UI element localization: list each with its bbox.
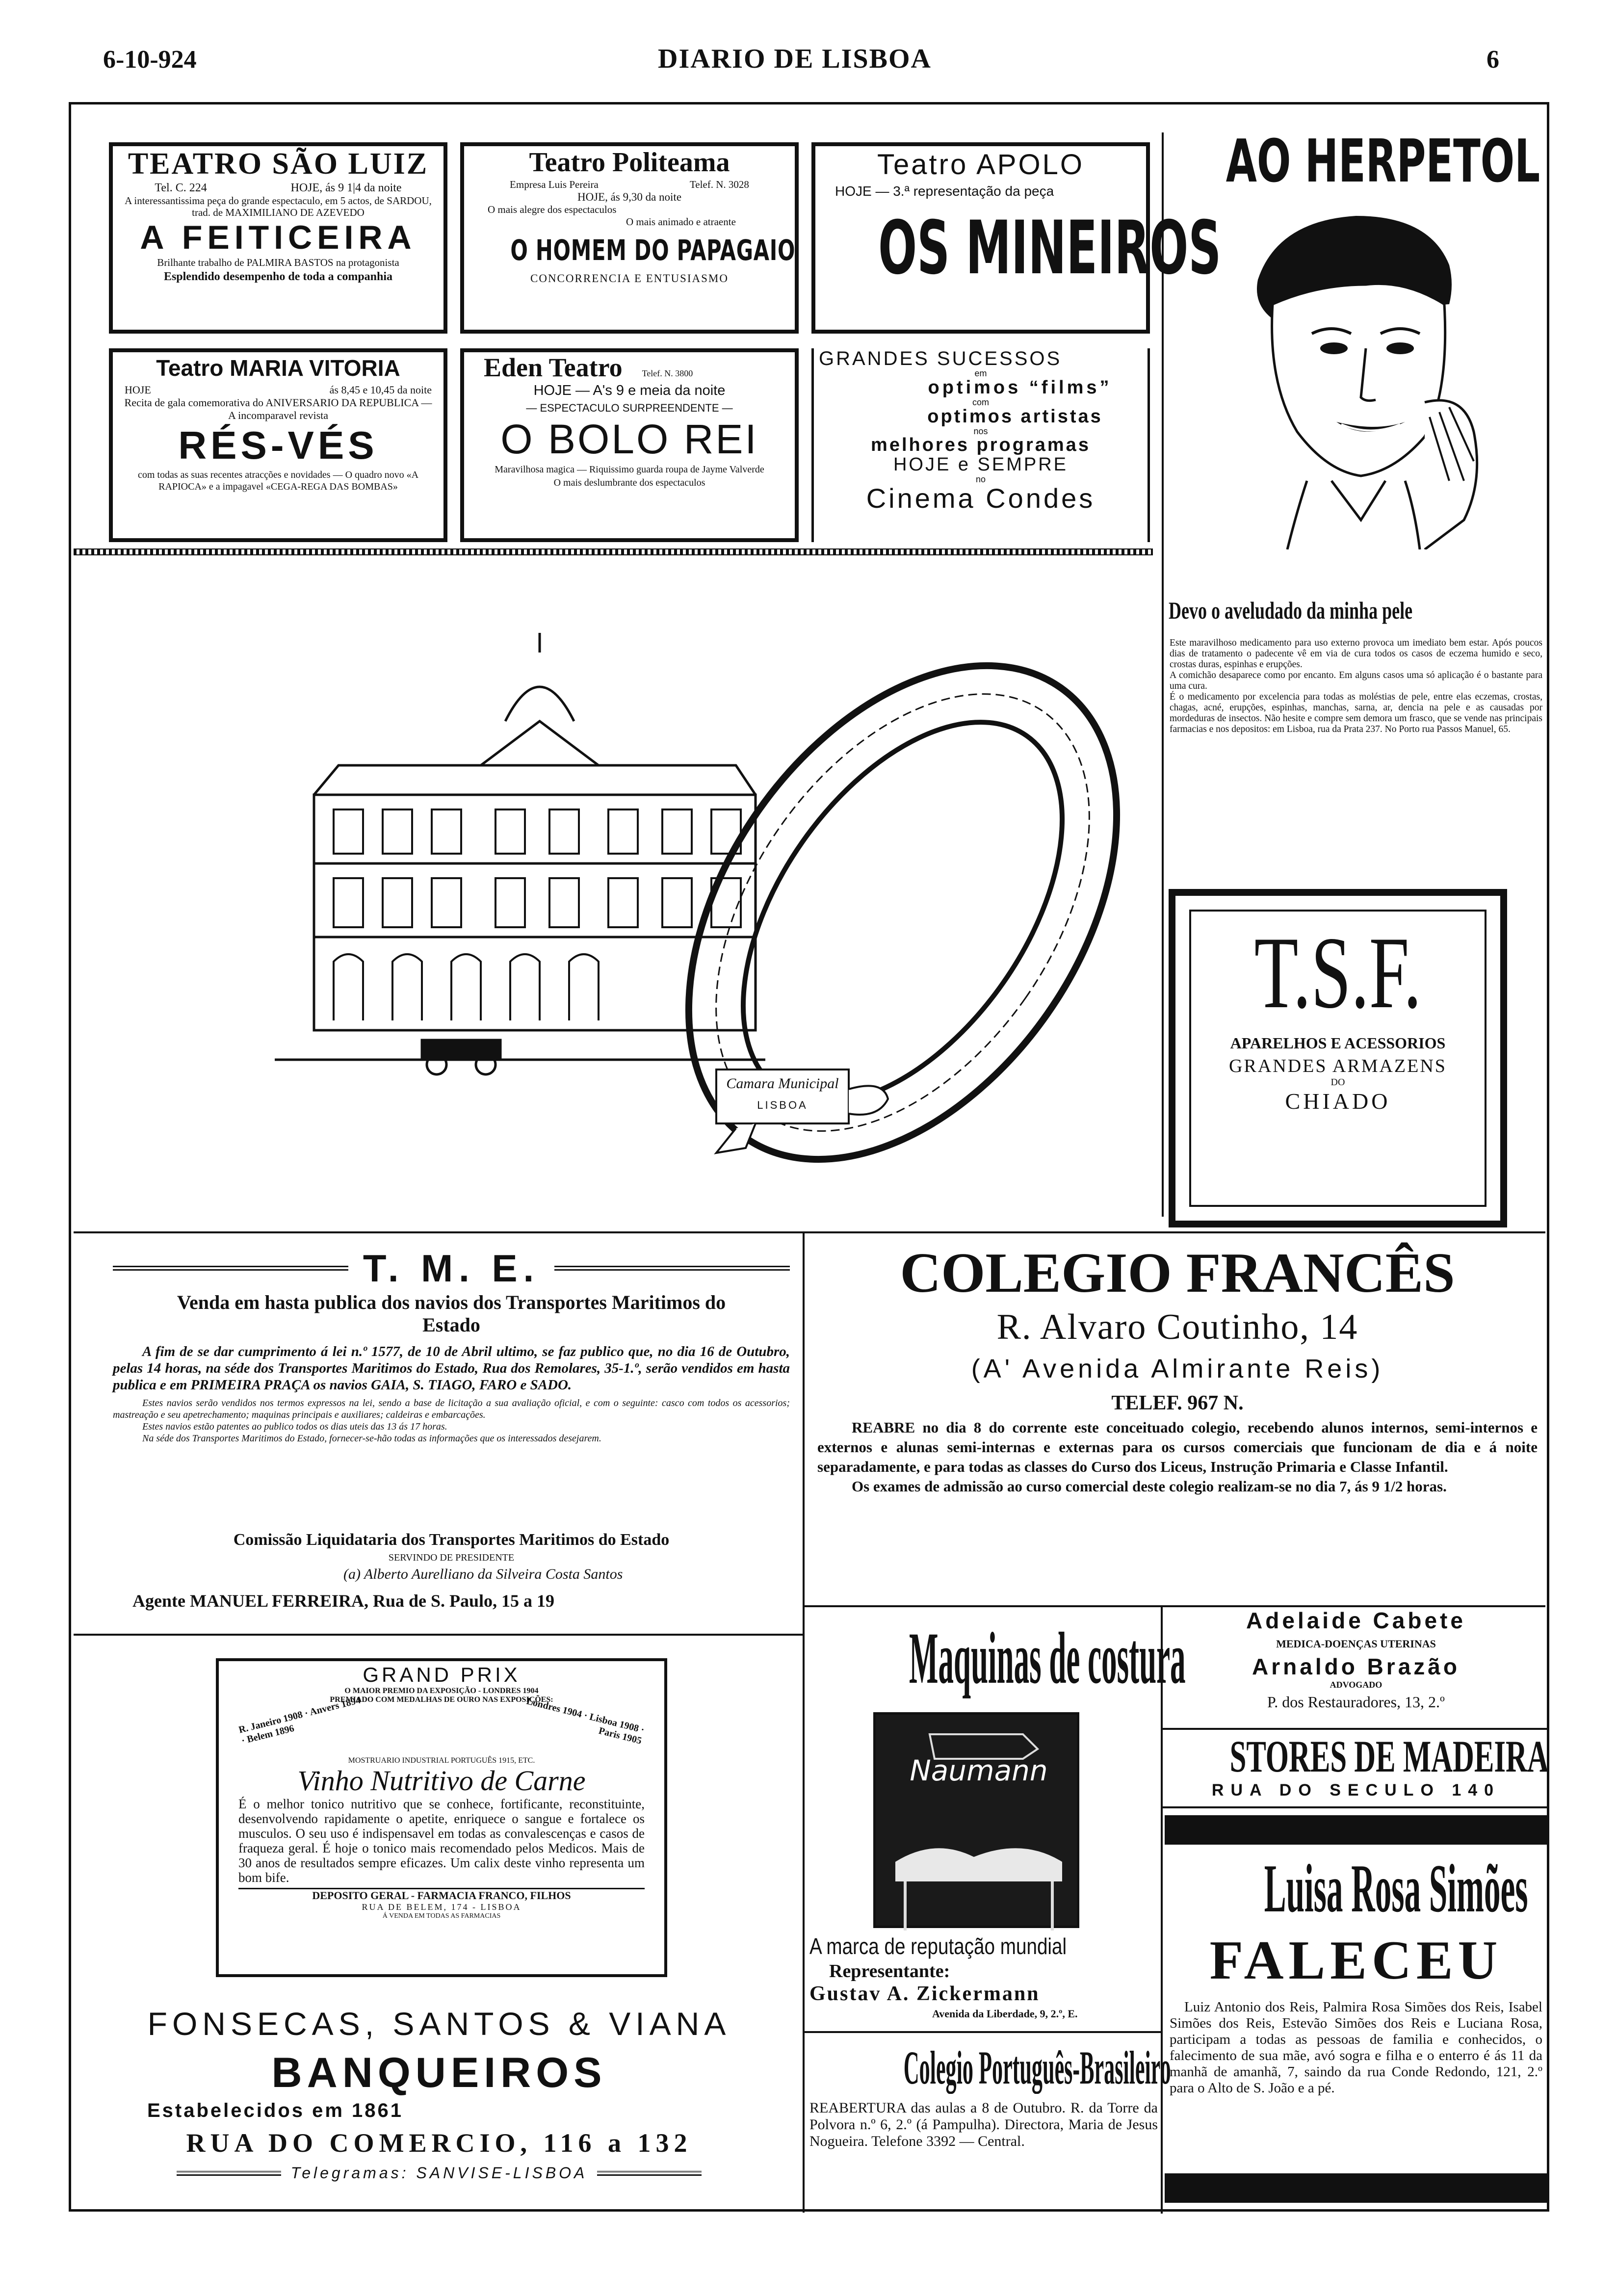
tagline-1: O mais alegre dos espectaculos — [488, 204, 617, 215]
cast-note: Brilhante trabalho de PALMIRA BASTOS na protagonista — [157, 257, 399, 268]
ad-headline: Devo o aveludado da minha pele — [1169, 597, 1413, 624]
play-title: O HOMEM DO PAPAGAIO — [510, 234, 796, 267]
black-band-bottom — [1165, 2173, 1547, 2203]
l4: com — [972, 397, 989, 407]
play-title: OS MINEIROS — [878, 206, 1222, 291]
black-band-top — [1165, 1815, 1547, 1845]
ad-banqueiros — [78, 2002, 800, 2198]
notice-title: T. M. E. — [348, 1246, 554, 1290]
signature: (a) Alberto Aurelliano da Silveira Costa Santos — [343, 1566, 623, 1582]
telef: Telef. N. 3800 — [642, 368, 693, 378]
address: R. Alvaro Coutinho, 14 — [996, 1307, 1358, 1347]
paragraph-2: Os exames de admissão ao curso comercial deste colegio realizam-se no dia 7, ás 9 1/2 horas. — [852, 1478, 1447, 1495]
cities-right: Londres 1904 · Lisboa 1908 · Paris 1905 — [525, 1696, 646, 1747]
title-row — [464, 352, 795, 383]
representante: Representante: — [829, 1961, 950, 1982]
ad-body: Maravilhosa magica — Riquissimo guarda roupa de Jayme Valverde — [495, 464, 764, 475]
grand-prix: GRAND PRIX — [363, 1663, 521, 1686]
caption-lisboa: LISBOA — [757, 1099, 808, 1111]
address: RUA DO SECULO 140 — [1211, 1781, 1501, 1800]
empresa: Empresa Luis Pereira — [510, 179, 599, 190]
ad-tsf — [1169, 889, 1507, 1227]
section-rule — [74, 1231, 1545, 1233]
man-portrait-illustration — [1219, 206, 1493, 549]
ad-body: A interessantissima peça do grande espectaculo, em 5 actos, de SARDOU, trad. de MAXIMILIANO DE AZEVEDO — [125, 195, 432, 218]
rule-stores — [1161, 1728, 1548, 1730]
line-4: CHIADO — [1285, 1089, 1391, 1114]
sub: — ESPECTACULO SURPREENDENTE — — [526, 402, 733, 414]
line-2: GRANDES ARMAZENS — [1229, 1056, 1447, 1076]
marca: A marca de reputação mundial — [809, 1933, 1067, 1959]
l9: no — [975, 474, 986, 485]
lawyer-name: Arnaldo Brazão — [1252, 1654, 1460, 1679]
hoje: HOJE, ás 9 1|4 da noite — [290, 182, 402, 194]
ad-title: COLEGIO FRANCÊS — [900, 1242, 1455, 1305]
l10: Cinema Condes — [866, 483, 1095, 514]
telegramas: Telegramas: SANVISE-LISBOA — [290, 2164, 588, 2182]
ad-dunlop-illustration — [275, 559, 1158, 1217]
obituary — [1165, 1815, 1547, 2208]
play-title: A FEITICEIRA — [140, 219, 417, 256]
ad-title: STORES DE MADEIRA — [1229, 1731, 1549, 1781]
cities-left: R. Janeiro 1908 · Anvers 1894 · Belem 1896 — [237, 1695, 362, 1747]
hoje: HOJE — [125, 384, 151, 396]
section-rule-2 — [74, 1634, 803, 1636]
brand: Naumann — [910, 1754, 1048, 1787]
rule-right — [597, 2171, 702, 2176]
paragraph-3: Estes navios estão patentes ao publico todos os dias uteis das 13 ás 17 horas. — [142, 1421, 447, 1432]
notice-body — [113, 1343, 790, 1444]
tel: Tel. C. 224 — [155, 182, 207, 194]
lisbon-town-hall-and-tyre-illustration — [275, 559, 1158, 1217]
ad-footer: O mais deslumbrante dos espectaculos — [553, 477, 705, 488]
avenida: (A' Avenida Almirante Reis) — [971, 1354, 1384, 1383]
paragraph-1: REABRE no dia 8 do corrente este conceituado colegio, recebendo alunos internos, semi-internos e externos e alunas semi-internas e externas para os cursos comerciais que funcionam de dia e á noite separadamente, e para todas as classes do Curso dos Liceus, Instrução Primaria e Classe Infantil. — [817, 1419, 1538, 1475]
newspaper-title: DIARIO DE LISBOA — [658, 44, 932, 74]
rule-left — [177, 2171, 281, 2176]
doctor-speciality: MEDICA-DOENÇAS UTERINAS — [1276, 1638, 1436, 1650]
comissao: Comissão Liquidataria dos Transportes Maritimos do Estado — [233, 1531, 670, 1549]
paragraph-3: É o medicamento por excelencia para todas as moléstias de pele, entre elas eczemas, crostas, chagas, acné, erupções, espinhas, manchas, sarna, ar, dencia na pele e as causadas por mordeduras de insectos. Não hesite e compre sem demora um frasco, que se vende nas principais farmacias e nos depositos: em Lisboa, rua da Prata 237. No Porto rua Passos Manuel, 65. — [1170, 692, 1542, 734]
telef: Telef. N. 3028 — [689, 179, 749, 190]
ad-maquinas-costura — [809, 1609, 1186, 2020]
tagline-2: O mais animado e atraente — [626, 216, 736, 228]
address: RUA DO COMERCIO, 116 a 132 — [186, 2128, 692, 2158]
page-number: 6 — [1487, 46, 1499, 74]
ad-title: Teatro APOLO — [877, 149, 1084, 181]
ad-footer: CONCORRENCIA E ENTUSIASMO — [530, 272, 729, 285]
hoje: HOJE — 3.ª representação da peça — [835, 183, 1054, 199]
paragraph-2: A comichão desaparece como por encanto. Em alguns casos uma só aplicação é o bastante para uma cura. — [1170, 670, 1542, 691]
hoje: HOJE — A's 9 e meia da noite — [533, 383, 726, 398]
faleceu-title: FALECEU — [1209, 1930, 1503, 1991]
hours: ás 8,45 e 10,45 da noite — [329, 384, 432, 396]
rep-address: Avenida da Liberdade, 9, 2.º, E. — [932, 2008, 1078, 2020]
ad-footer: com todas as suas recentes atracções e novidades — O quadro novo «A RAPIOCA» e a impagavel «CEGA-REGA DAS BOMBAS» — [137, 470, 419, 492]
l5: optimos artistas — [927, 406, 1103, 427]
column-divider — [803, 1231, 805, 2213]
ad-cabete-brazao — [1165, 1607, 1547, 1725]
ad-colegio-frances — [809, 1241, 1545, 1604]
ad-title: Eden Teatro — [484, 353, 623, 382]
l6: nos — [973, 426, 988, 436]
venda: Á VENDA EM TODAS AS FARMACIAS — [382, 1912, 501, 1920]
ad-stores-madeira — [1165, 1732, 1547, 1805]
l2: em — [974, 368, 987, 378]
tel-line — [113, 182, 443, 195]
banqueiros-title: BANQUEIROS — [271, 2049, 607, 2096]
ad-title: Maquinas de costura — [909, 1618, 1186, 1699]
notice-heading: Venda em hasta publica dos navios dos Transportes Maritimos do Estado — [177, 1291, 726, 1336]
l3: optimos “films” — [928, 377, 1112, 398]
agente: Agente MANUEL FERREIRA, Rua de S. Paulo, 15 a 19 — [132, 1591, 555, 1611]
ad-teatro-apolo — [811, 142, 1222, 334]
paragraph-2: Estes navios serão vendidos nos termos expressos na lei, sendo a base de licitação a sua avaliação oficial, e com o seguinte: casco com todos os acessorios; mastreação e seu apetrechamento; maquinas principais e auxiliares; caldeiras e embarcações. — [113, 1398, 790, 1420]
ad-title: Colegio Português-Brasileiro — [903, 2041, 1171, 2094]
ad-body — [1170, 638, 1542, 735]
ad-title: AO HERPETOL — [1226, 128, 1540, 196]
caption-camara: Camara Municipal — [726, 1075, 839, 1092]
ad-cinema-condes — [811, 348, 1150, 542]
ad-colegio-luso-brasileiro — [809, 2036, 1171, 2203]
established: Estabelecidos em 1861 — [147, 2100, 404, 2121]
notice-tme — [113, 1246, 790, 1629]
line-3: DO — [1330, 1077, 1345, 1088]
l7: melhores programas — [871, 435, 1091, 456]
rule-faleceu — [1161, 1806, 1548, 1808]
telef: TELEF. 967 N. — [1111, 1392, 1244, 1414]
l8: HOJE e SEMPRE — [893, 454, 1069, 475]
firm-name: FONSECAS, SANTOS & VIANA — [147, 2006, 731, 2042]
play-title: O BOLO REI — [500, 416, 758, 462]
l1: GRANDES SUCESSOS — [819, 348, 1062, 369]
ad-body: É o melhor tonico nutritivo que se conhece, fortificante, reconstituinte, desenvolvendo rapidamente o apetite, enriquece o sangue e fortalece os musculos. O seu uso é indispensavel em todas as convalescenças e casos de fraqueza geral. É hoje o tonico mais recomendado pelos Medicos. Mais de 30 anos de resultados sempre eficazes. Um calix deste vinho representa um bom bife. — [238, 1797, 645, 1885]
ad-teatro-sao-luiz — [109, 142, 447, 334]
ad-teatro-politeama — [460, 142, 799, 334]
company-line — [464, 179, 795, 191]
ornamental-border — [74, 548, 1153, 555]
telegramas-row — [78, 2164, 800, 2182]
ad-body: REABERTURA das aulas a 8 de Outubro. R. da Torre da Polvora n.º 6, 2.º (á Pampulha). Directora, Maria de Jesus Nogueira. Telefone 3392 — Central. — [809, 2100, 1158, 2149]
ad-vinho-nutritivo — [216, 1658, 667, 1977]
ad-title: TEATRO SÃO LUIZ — [128, 147, 429, 181]
times — [113, 384, 443, 396]
obituary-body: Luiz Antonio dos Reis, Palmira Rosa Simões dos Reis, Isabel Simões dos Reis, Estevão Simões dos Reis e Luciana Rosa, participam a todas as pessoas de familia e conhecidos, o falecimento de sua mãe, avó sogra e filha e o enterro é ás 11 da manhã de amanhã, 7, saindo da rua Conde Redondo, 121, 2.º para o Alto de S. João e a pé. — [1170, 1999, 1542, 2096]
ad-teatro-maria-vitoria — [109, 348, 447, 542]
doctor-name: Adelaide Cabete — [1246, 1608, 1466, 1633]
rule-luso — [803, 2031, 1161, 2033]
play-title: RÉS-VÉS — [178, 423, 378, 467]
issue-date: 6-10-924 — [103, 46, 197, 74]
column-divider-2 — [1161, 1605, 1163, 2214]
paragraph-4: Na séde dos Transportes Maritimos do Estado, fornecer-se-hão todas as informações que os interessados desejarem. — [142, 1433, 601, 1444]
masthead — [0, 0, 1617, 74]
ad-footer: Esplendido desempenho de toda a companhia — [163, 270, 393, 283]
servindo: SERVINDO DE PRESIDENTE — [388, 1552, 515, 1563]
product-name: Vinho Nutritivo de Carne — [297, 1765, 586, 1797]
paragraph-1: A fim de se dar cumprimento á lei n.º 1577, de 10 de Abril ultimo, se faz publico que, no dia 16 de Outubro, pelas 14 horas, na séde dos Transportes Maritimos do Estado, Rua dos Remolares, 35-1.º, serão vendidos em hasta publica e em PRIMEIRA PRAÇA os navios GAIA, S. TIAGO, FARO e SADO. — [113, 1344, 790, 1393]
sewing-machine-picture — [873, 1712, 1079, 1928]
subtitle-2: PREMIADO COM MEDALHAS DE OURO NAS EXPOSIÇÕES: — [330, 1696, 553, 1704]
address: P. dos Restauradores, 13, 2.º — [1267, 1693, 1445, 1711]
deposito: DEPOSITO GERAL - FARMACIA FRANCO, FILHOS — [238, 1888, 645, 1902]
rep-name: Gustav A. Zickermann — [809, 1983, 1040, 2005]
ad-title: Teatro Politeama — [529, 147, 730, 178]
herpetol-divider — [1162, 132, 1164, 1217]
ad-body: Recita de gala comemorativa do ANIVERSARIO DA REPUBLICA — A incomparavel revista — [124, 396, 432, 421]
paragraph-1: Este maravilhoso medicamento para uso externo provoca um imediato bem estar. Após poucos dias de tratamento o padecente vê em via de cura todos os casos de eczema humido e seco, crostas duras, espinhas e erupções. — [1170, 638, 1542, 670]
ad-herpetol — [1165, 128, 1547, 878]
hoje: HOJE, ás 9,30 da noite — [577, 191, 682, 203]
ad-title: Teatro MARIA VITORIA — [156, 355, 400, 381]
lawyer-title: ADVOGADO — [1330, 1680, 1382, 1690]
ad-eden-teatro — [460, 348, 799, 542]
subtitle-1: O MAIOR PREMIO DA EXPOSIÇÃO - LONDRES 1904 — [344, 1687, 539, 1695]
ad-title: T.S.F. — [1254, 916, 1422, 1030]
line-1: APARELHOS E ACESSORIOS — [1230, 1034, 1446, 1052]
rua: RUA DE BELEM, 174 - LISBOA — [362, 1902, 522, 1912]
sewing-machine-icon — [876, 1715, 1082, 1931]
deceased-name: Luisa Rosa Simões — [1264, 1851, 1528, 1927]
mostruario: MOSTRUARIO INDUSTRIAL PORTUGUÊS 1915, ETC. — [348, 1756, 535, 1765]
